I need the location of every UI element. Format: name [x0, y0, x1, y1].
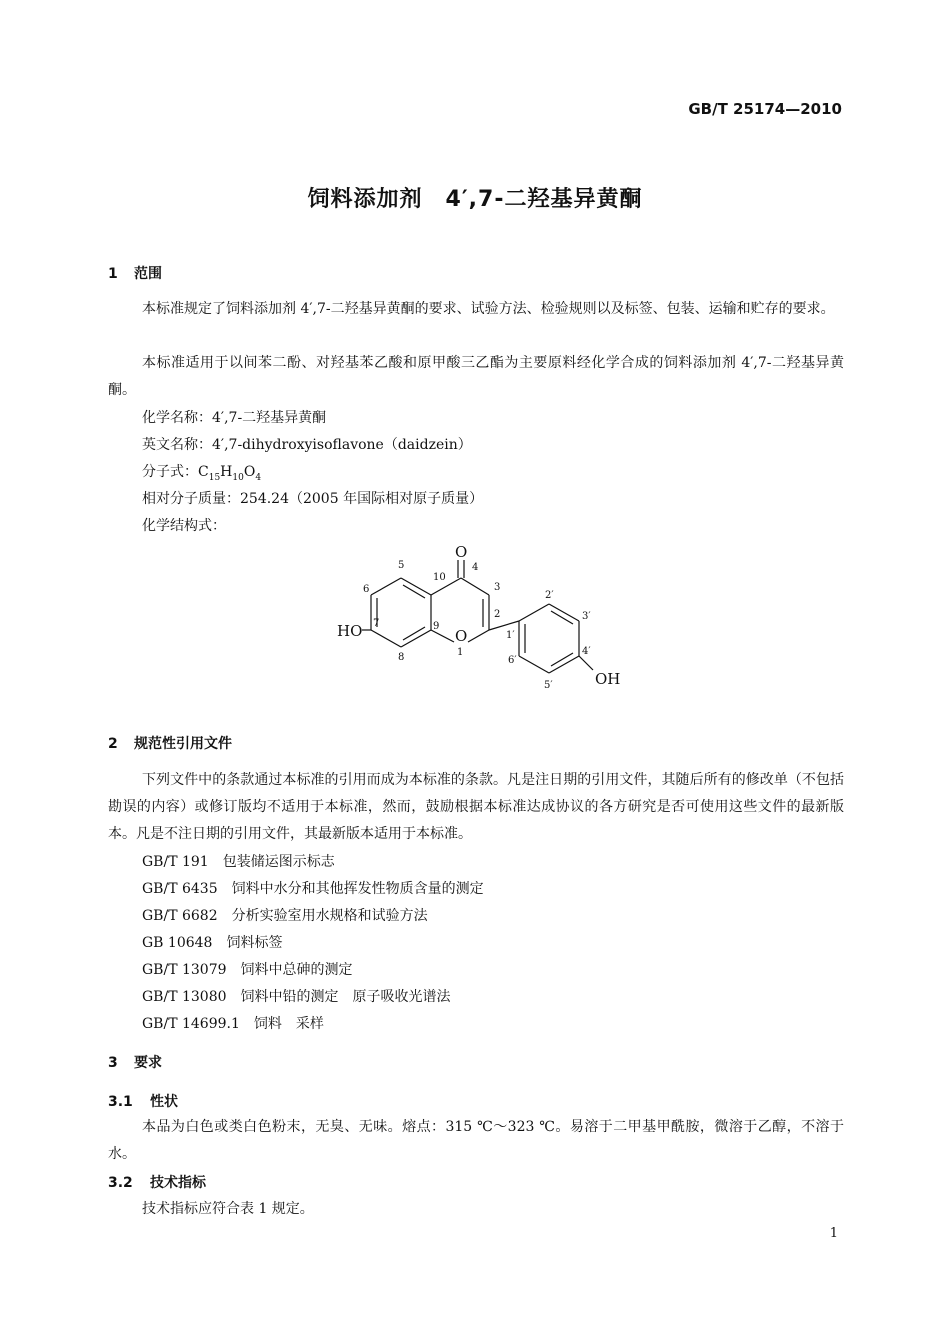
- reference-item: [142, 959, 353, 979]
- position-1-prime: 1′: [506, 630, 515, 641]
- reference-code: GB/T 14699.1: [142, 1016, 240, 1032]
- reference-subtitle: 原子吸收光谱法: [352, 989, 451, 1005]
- section-title: 范围: [134, 266, 162, 282]
- position-3: 3: [494, 582, 501, 593]
- position-1: 1: [457, 647, 464, 658]
- formula-label: 分子式：: [142, 464, 198, 480]
- formula-count: 10: [232, 472, 244, 483]
- reference-title: 饲料标签: [226, 935, 283, 951]
- reference-title: 饲料中铅的测定: [240, 989, 339, 1005]
- reference-code: GB/T 6682: [142, 908, 218, 924]
- carbonyl-oxygen-label: O: [455, 543, 468, 561]
- position-2: 2: [494, 609, 501, 620]
- position-3-prime: 3′: [582, 611, 591, 622]
- position-5: 5: [398, 560, 405, 571]
- section-3-2-heading: [108, 1172, 206, 1192]
- formula-count: 4: [255, 472, 262, 483]
- section-number: 3: [108, 1055, 118, 1071]
- ring-oxygen-label: O: [455, 627, 468, 645]
- scope-paragraph-2: 本标准适用于以间苯二酚、对羟基苯乙酸和原甲酸三乙酯为主要原料经化学合成的饲料添加剂 4′,7-二羟基异黄酮。: [108, 355, 844, 398]
- position-5-prime: 5′: [544, 680, 553, 691]
- document-title: 饲料添加剂 4′,7-二羟基异黄酮: [307, 187, 643, 212]
- english-name: 英文名称：4′,7-dihydroxyisoflavone（daidzein）: [142, 437, 472, 453]
- formula-element: H: [220, 464, 233, 480]
- structure-atom-labels: [337, 543, 620, 688]
- page-number: 1: [829, 1226, 838, 1241]
- reference-item: [142, 932, 282, 952]
- section-title: 性状: [150, 1094, 178, 1110]
- references-paragraph: 下列文件中的条款通过本标准的引用而成为本标准的条款。凡是注日期的引用文件，其随后所有的修改单（不包括勘误的内容）或修订版均不适用于本标准，然而，鼓励根据本标准达成协议的各方研究是否可使用这些文件的最新版本。凡是不注日期的引用文件，其最新版本适用于本标准。: [108, 772, 844, 842]
- reference-item: [142, 851, 335, 871]
- section-number: 3.2: [108, 1175, 133, 1191]
- standard-code: GB/T 25174—2010: [688, 100, 842, 118]
- reference-item: [142, 1013, 324, 1033]
- molecular-mass: 相对分子质量：254.24（2005 年国际相对原子质量）: [142, 491, 484, 507]
- reference-code: GB/T 191: [142, 854, 209, 870]
- reference-item: [142, 878, 484, 898]
- formula-count: 15: [208, 472, 221, 483]
- position-4: 4: [472, 562, 479, 573]
- chemical-structure-diagram: [330, 540, 630, 700]
- reference-code: GB/T 6435: [142, 881, 218, 897]
- reference-code: GB 10648: [142, 935, 213, 951]
- section-number: 3.1: [108, 1094, 133, 1110]
- position-9: 9: [433, 621, 440, 632]
- reference-title: 饲料中水分和其他挥发性物质含量的测定: [231, 881, 484, 897]
- technical-index-paragraph: 技术指标应符合表 1 规定。: [142, 1201, 314, 1217]
- section-number: 2: [108, 736, 118, 752]
- reference-title: 饲料: [253, 1016, 282, 1032]
- section-2-heading: [108, 733, 232, 753]
- formula-element: C: [198, 464, 209, 480]
- section-3-heading: [108, 1052, 162, 1072]
- reference-title: 分析实验室用水规格和试验方法: [231, 908, 428, 924]
- structure-label: 化学结构式：: [142, 518, 226, 534]
- position-10: 10: [433, 572, 446, 583]
- reference-title: 饲料中总砷的测定: [240, 962, 353, 978]
- section-title: 规范性引用文件: [134, 736, 232, 752]
- section-1-heading: [108, 263, 162, 283]
- reference-subtitle: 采样: [295, 1016, 324, 1032]
- scope-paragraph-1: 本标准规定了饲料添加剂 4′,7-二羟基异黄酮的要求、试验方法、检验规则以及标签、包装、运输和贮存的要求。: [142, 301, 835, 317]
- hydroxyl-right-label: OH: [595, 670, 621, 688]
- structure-bonds: [362, 560, 593, 673]
- appearance-paragraph: 本品为白色或类白色粉末，无臭、无味。熔点：315 ℃～323 ℃。易溶于二甲基甲酰胺，微溶于乙醇，不溶于水。: [108, 1119, 844, 1162]
- section-title: 要求: [134, 1055, 162, 1071]
- section-number: 1: [108, 266, 118, 282]
- section-3-1-heading: [108, 1091, 178, 1111]
- reference-item: [142, 986, 451, 1006]
- reference-title: 包装储运图示标志: [222, 854, 335, 870]
- chemical-name: 化学名称：4′,7-二羟基异黄酮: [142, 410, 327, 426]
- position-7: 7: [373, 618, 380, 629]
- position-6-prime: 6′: [508, 655, 517, 666]
- position-8: 8: [398, 652, 405, 663]
- reference-code: GB/T 13080: [142, 989, 227, 1005]
- formula-element: O: [243, 464, 256, 480]
- hydroxyl-left-label: HO: [337, 622, 363, 640]
- molecular-formula: [142, 461, 261, 483]
- position-4-prime: 4′: [582, 646, 591, 657]
- position-6: 6: [363, 584, 370, 595]
- section-title: 技术指标: [150, 1175, 206, 1191]
- position-2-prime: 2′: [545, 590, 554, 601]
- reference-item: [142, 905, 428, 925]
- reference-code: GB/T 13079: [142, 962, 227, 978]
